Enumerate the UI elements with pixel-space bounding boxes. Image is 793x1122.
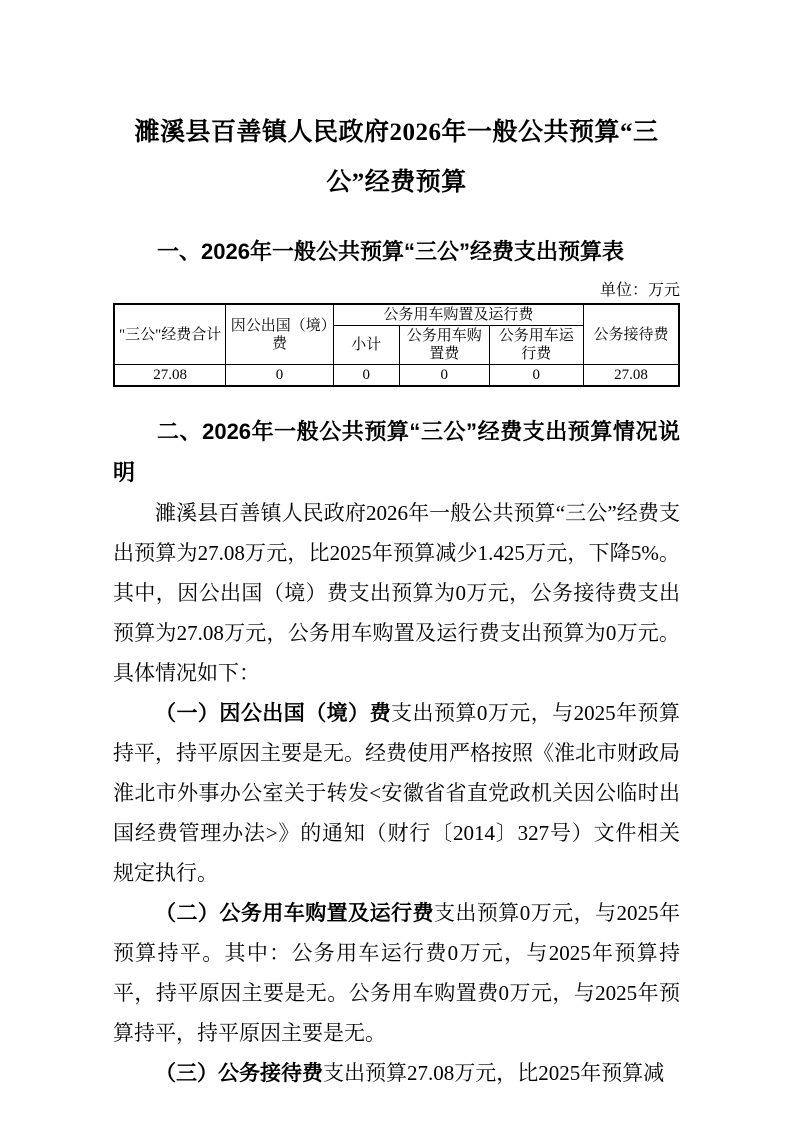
budget-table [113, 303, 680, 387]
paragraph-item2 [113, 893, 680, 1053]
table-header-operation: 公务用车运行费 [489, 326, 583, 365]
document-title: 濉溪县百善镇人民政府2026年一般公共预算“三公”经费预算 [134, 119, 659, 196]
section2-heading: 二、2026年一般公共预算“三公”经费支出预算情况说明 [113, 419, 680, 485]
paragraph-item1-lead: （一）因公出国（境）费 [155, 701, 392, 725]
paragraph-item3-lead: （三）公务接待费 [155, 1061, 323, 1085]
table-header-reception: 公务接待费 [583, 304, 679, 365]
paragraph-item3 [113, 1053, 680, 1093]
unit-note: 单位：万元 [599, 282, 680, 299]
section1-heading: 一、2026年一般公共预算“三公”经费支出预算表 [157, 239, 624, 264]
value-abroad: 0 [226, 365, 333, 387]
paragraph-item1 [113, 693, 701, 893]
table-header-abroad: 因公出国（境）费 [226, 304, 333, 365]
paragraph-item3-text: 支出预算27.08万元，比2025年预算减 [323, 1061, 665, 1085]
table-header-total: "三公"经费合计 [114, 304, 226, 365]
paragraph-intro: 濉溪县百善镇人民政府2026年一般公共预算“三公”经费支出预算为27.08万元，比2025年预算减少1.425万元，下降5%。其中，因公出国（境）费支出预算为0万元，公务接待费支出预算为27.08万元，公务用车购置及运行费支出预算为0万元。具体情况如下： [113, 501, 680, 685]
paragraph-item2-text: 支出预算0万元，与2025年预算持平。其中：公务用车运行费0万元，与2025年预算持平，持平原因主要是无。公务用车购置费0万元，与2025年预算持平，持平原因主要是无。 [113, 901, 681, 1045]
value-total: 27.08 [114, 365, 226, 387]
value-vehicle-operation: 0 [489, 365, 583, 387]
value-reception: 27.08 [583, 365, 679, 387]
table-header-subtotal: 小计 [333, 326, 399, 365]
table-header-vehicle-group: 公务用车购置及运行费 [333, 304, 583, 326]
paragraph-item1-text: 支出预算0万元，与2025年预算持平，持平原因主要是无。经费使用严格按照《淮北市财政局 淮北市外事办公室关于转发<安徽省省直党政机关因公临时出国经费管理办法>》的通知（财行〔2014〕327号）文件相关规定执行。 [113, 701, 701, 885]
table-data-row [114, 365, 679, 387]
value-vehicle-subtotal: 0 [333, 365, 399, 387]
table-header-row-1 [114, 304, 679, 326]
value-vehicle-purchase: 0 [399, 365, 489, 387]
table-header-purchase: 公务用车购置费 [399, 326, 489, 365]
paragraph-item2-lead: （二）公务用车购置及运行费 [155, 901, 434, 925]
